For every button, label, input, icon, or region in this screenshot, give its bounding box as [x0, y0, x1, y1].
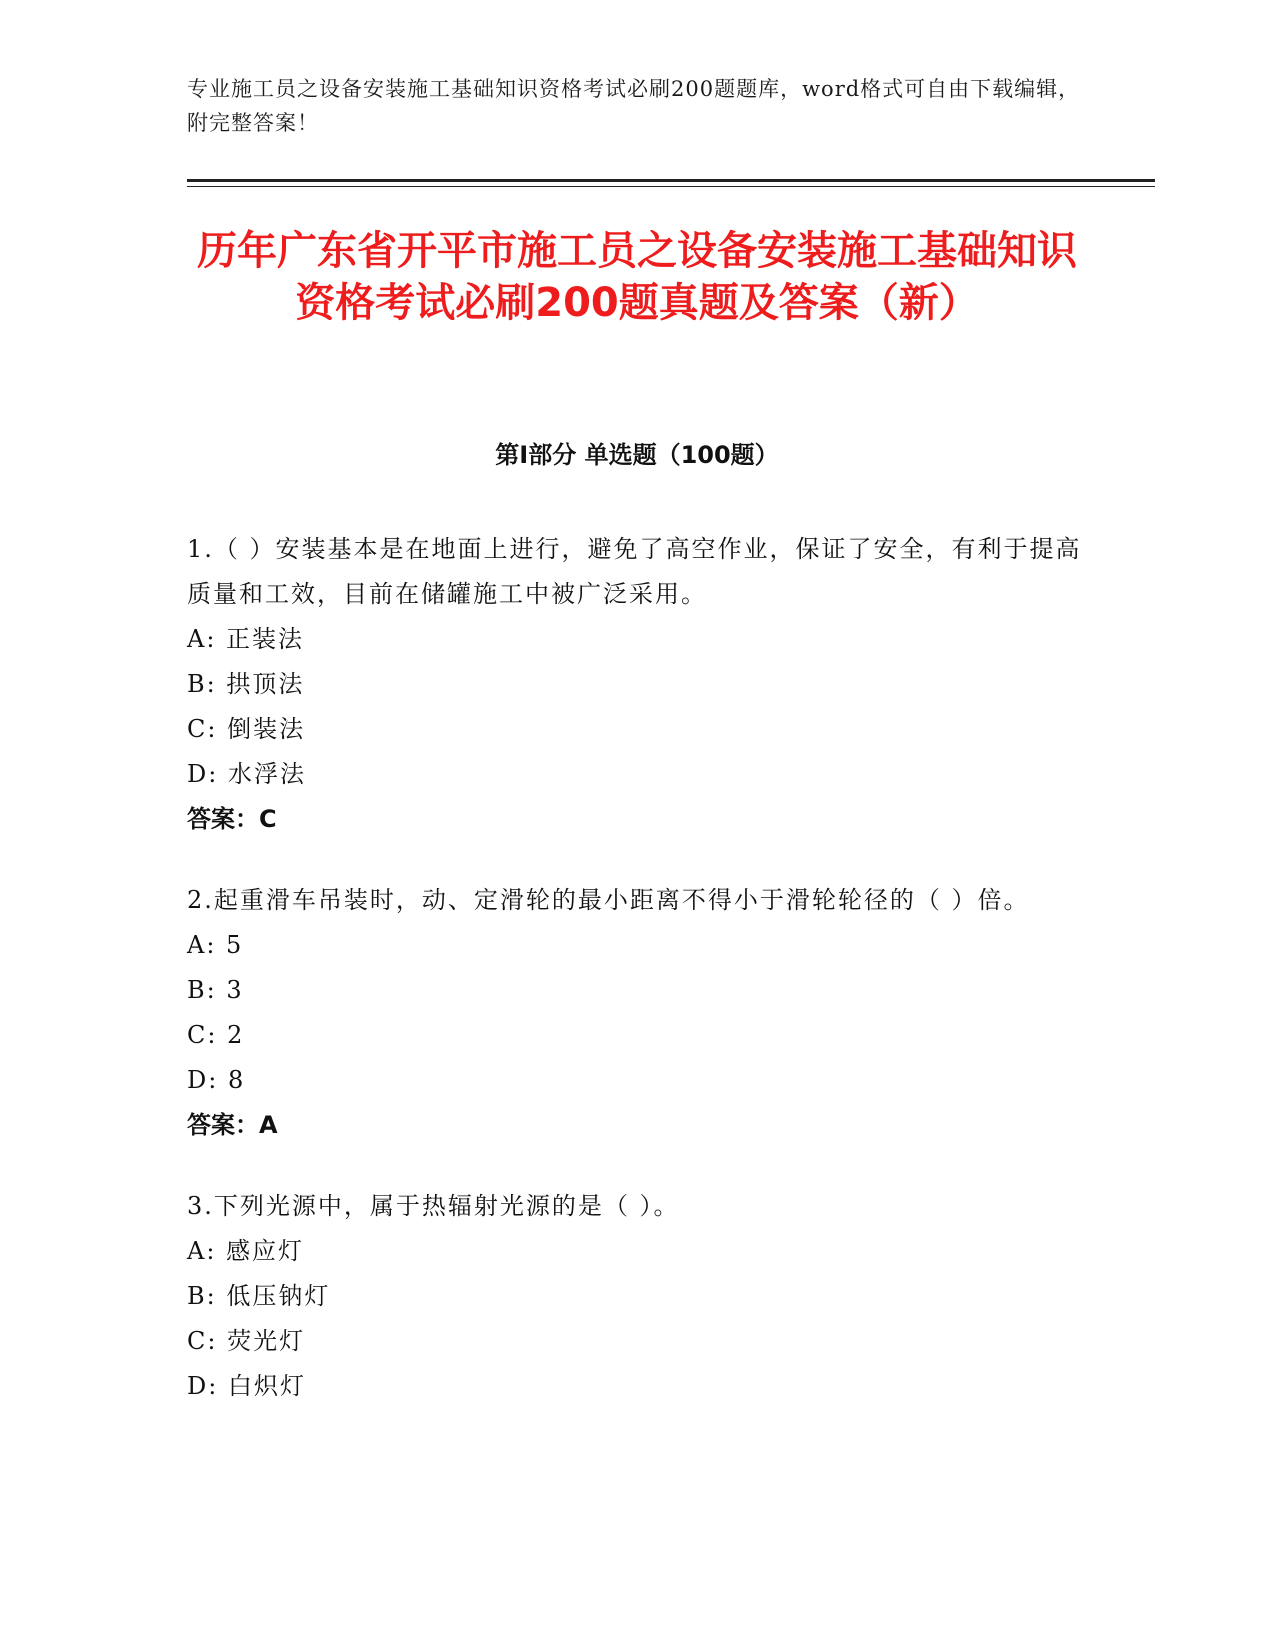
question-option-a: A: 正装法	[187, 625, 305, 653]
question-option-d: D: 白炽灯	[187, 1372, 306, 1400]
section-title: 第Ⅰ部分 单选题（100题）	[495, 441, 779, 469]
question-list	[187, 527, 1087, 1445]
question-option-c: C: 倒装法	[187, 715, 306, 743]
header-note: 专业施工员之设备安装施工基础知识资格考试必刷200题题库，word格式可自由下载编辑，附完整答案！	[187, 77, 1081, 135]
question-option-d: D: 8	[187, 1066, 246, 1094]
question-option-a: A: 5	[187, 931, 244, 959]
question-item	[187, 527, 1087, 842]
question-item	[187, 1184, 1087, 1409]
question-option-b: B: 3	[187, 976, 244, 1004]
document-title: 历年广东省开平市施工员之设备安装施工基础知识资格考试必刷200题真题及答案（新）	[197, 228, 1077, 326]
question-option-b: B: 拱顶法	[187, 670, 305, 698]
question-stem: 3.下列光源中，属于热辐射光源的是（ ）。	[187, 1192, 680, 1220]
question-item	[187, 878, 1087, 1148]
question-answer: 答案：A	[187, 1111, 278, 1139]
header-divider-thick	[187, 179, 1155, 182]
question-option-c: C: 荧光灯	[187, 1327, 306, 1355]
header-divider-thin	[187, 186, 1155, 187]
question-stem: 1.（ ）安装基本是在地面上进行，避免了高空作业，保证了安全，有利于提高质量和工效，目前在储罐施工中被广泛采用。	[187, 535, 1082, 608]
question-option-a: A: 感应灯	[187, 1237, 305, 1265]
question-answer: 答案：C	[187, 805, 277, 833]
question-option-b: B: 低压钠灯	[187, 1282, 331, 1310]
question-stem: 2.起重滑车吊装时，动、定滑轮的最小距离不得小于滑轮轮径的（ ）倍。	[187, 886, 1030, 914]
question-option-c: C: 2	[187, 1021, 245, 1049]
question-option-d: D: 水浮法	[187, 760, 306, 788]
